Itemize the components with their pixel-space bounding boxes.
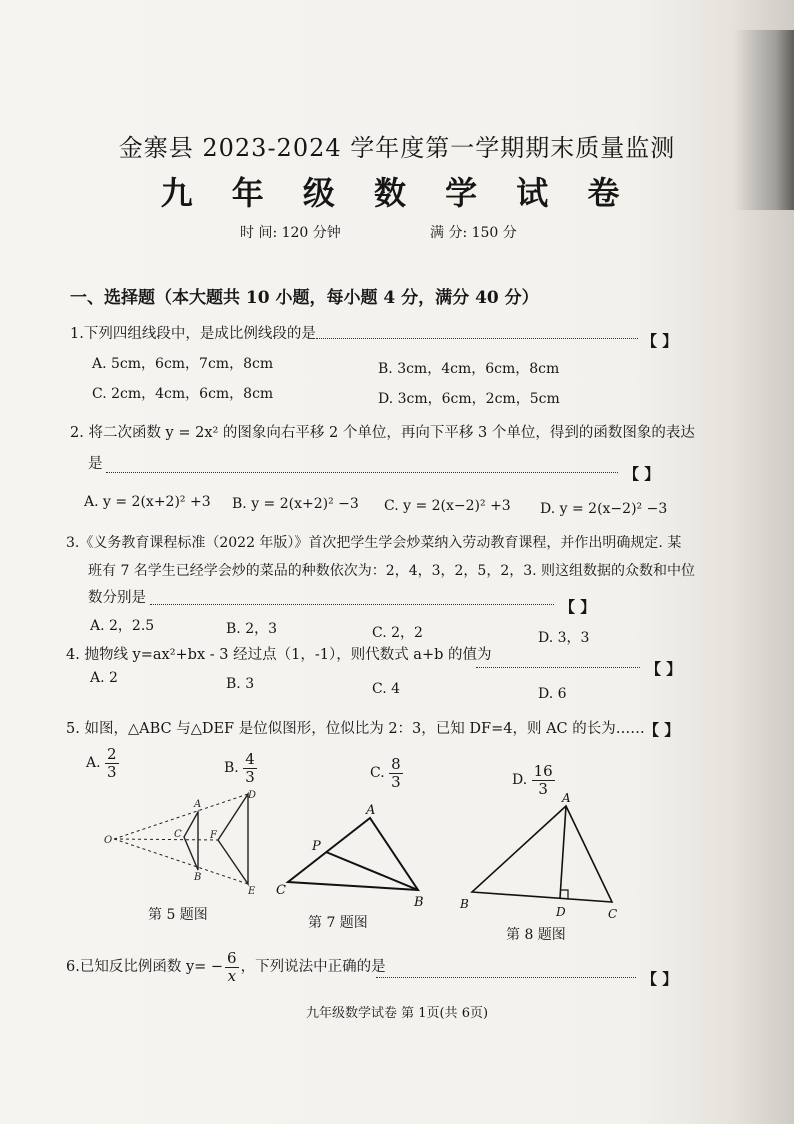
label-a: A	[366, 803, 376, 818]
fraction	[243, 751, 257, 785]
q3-option-c: C. 2，2	[372, 625, 423, 641]
numerator: 8	[391, 755, 401, 773]
label-p: P	[312, 839, 321, 854]
altitude-ad	[560, 806, 566, 898]
numerator: 6	[227, 949, 237, 967]
numerator: 16	[533, 762, 553, 780]
label-a: A	[562, 791, 571, 805]
q2-option-b: B. y = 2(x+2)² −3	[232, 496, 359, 512]
figure-5	[100, 782, 270, 902]
answer-dots	[376, 977, 636, 978]
figure-7-caption: 第 7 题图	[308, 915, 368, 931]
exam-title: 金寨县 2023-2024 学年度第一学期期末质量监测	[118, 134, 676, 162]
q6-stem-a: 6.已知反比例函数 y= −	[66, 959, 224, 975]
label-c: C	[608, 907, 618, 920]
q4-option-d: D. 6	[538, 686, 567, 702]
q5-option-c	[370, 756, 403, 790]
answer-bracket: 【 】	[624, 465, 660, 483]
answer-bracket: 【 】	[644, 721, 680, 739]
label-b: B	[414, 895, 424, 910]
q4-stem: 4. 抛物线 y=ax²+bx - 3 经过点（1，-1），则代数式 a+b 的值为	[66, 647, 492, 663]
figure-8-caption: 第 8 题图	[506, 927, 566, 943]
dashed-line-oe	[114, 839, 248, 884]
exam-time: 时 间: 120 分钟	[240, 225, 341, 241]
denominator: x	[227, 966, 237, 985]
dashed-line-of	[114, 839, 218, 840]
label-o: O	[104, 835, 113, 846]
q2-option-c: C. y = 2(x−2)² +3	[384, 498, 511, 514]
answer-dots	[316, 338, 638, 339]
q1-option-a: A. 5cm，6cm，7cm，8cm	[92, 356, 274, 372]
answer-bracket: 【 】	[560, 598, 596, 616]
answer-dots	[476, 667, 640, 668]
label-c: C	[174, 829, 182, 840]
q4-option-b: B. 3	[226, 676, 255, 692]
option-label: C.	[370, 765, 385, 781]
label-b: B	[194, 872, 202, 883]
q3-line3: 数分别是	[88, 590, 146, 606]
answer-dots	[150, 604, 554, 605]
q4-option-c: C. 4	[372, 681, 401, 697]
q5-option-b	[224, 751, 257, 785]
option-label: A.	[86, 755, 101, 771]
numerator: 4	[245, 750, 255, 768]
q2-option-d: D. y = 2(x−2)² −3	[540, 501, 668, 517]
q6-stem-b: ，下列说法中正确的是	[240, 959, 386, 975]
q1-option-b: B. 3cm，4cm，6cm，8cm	[378, 361, 560, 377]
label-e: E	[248, 886, 256, 897]
label-b: B	[460, 897, 469, 911]
figure-7	[274, 800, 434, 910]
denominator: 3	[107, 762, 117, 781]
triangle-abc	[184, 812, 198, 870]
q3-line1: 3.《义务教育课程标准（2022 年版）》首次把学生学会炒菜纳入劳动教育课程，并作出明确规定. 某	[66, 535, 682, 551]
section-title: 一、选择题（本大题共 10 小题，每小题 4 分，满分 40 分）	[70, 288, 539, 308]
denominator: 3	[538, 779, 548, 798]
page-footer: 九年级数学试卷 第 1页(共 6页)	[305, 1006, 489, 1021]
q5-option-a	[86, 746, 119, 780]
q5-stem: 5. 如图，△ABC 与△DEF 是位似图形，位似比为 2：3，已知 DF=4，则 AC 的长为……	[66, 721, 645, 737]
q3-option-a: A. 2，2.5	[90, 618, 155, 634]
triangle-def	[218, 794, 248, 884]
answer-bracket: 【 】	[642, 970, 678, 988]
denominator: 3	[245, 767, 255, 786]
q2-stem: 2. 将二次函数 y = 2x² 的图象向右平移 2 个单位，再向下平移 3 个单位，得到的函数图象的表达	[70, 425, 695, 441]
figure-8	[456, 790, 636, 920]
q1-option-c: C. 2cm，4cm，6cm，8cm	[92, 386, 274, 402]
q3-option-b: B. 2，3	[226, 621, 278, 637]
triangle-abc	[472, 806, 612, 902]
q1-option-d: D. 3cm，6cm，2cm，5cm	[378, 391, 560, 407]
answer-bracket: 【 】	[646, 660, 682, 678]
denominator: 3	[391, 772, 401, 791]
fraction	[389, 756, 403, 790]
exam-score: 满 分: 150 分	[430, 225, 517, 241]
fraction	[105, 746, 119, 780]
option-label: D.	[512, 772, 528, 788]
label-c: C	[276, 883, 286, 898]
numerator: 2	[107, 745, 117, 763]
q1-stem: 1.下列四组线段中，是成比例线段的是	[70, 326, 316, 342]
label-f: F	[210, 830, 217, 841]
answer-bracket: 【 】	[642, 332, 678, 350]
q3-option-d: D. 3，3	[538, 630, 590, 646]
q2-option-a: A. y = 2(x+2)² +3	[84, 494, 211, 510]
option-label: B.	[224, 760, 239, 776]
figure-5-caption: 第 5 题图	[148, 907, 208, 923]
q4-option-a: A. 2	[90, 670, 118, 686]
exam-subtitle: 九 年 级 数 学 试 卷	[160, 174, 634, 212]
q3-line2: 班有 7 名学生已经学会炒的菜品的种数依次为：2，4，3，2，5，2，3. 则这组数据的众数和中位	[88, 563, 696, 579]
q2-stem-cont: 是	[88, 456, 103, 472]
label-a: A	[194, 799, 202, 810]
label-d: D	[248, 790, 257, 801]
answer-dots	[106, 472, 618, 473]
label-d: D	[556, 905, 566, 919]
q6-stem	[66, 950, 386, 984]
triangle-abc	[288, 818, 418, 890]
fraction	[225, 950, 239, 984]
